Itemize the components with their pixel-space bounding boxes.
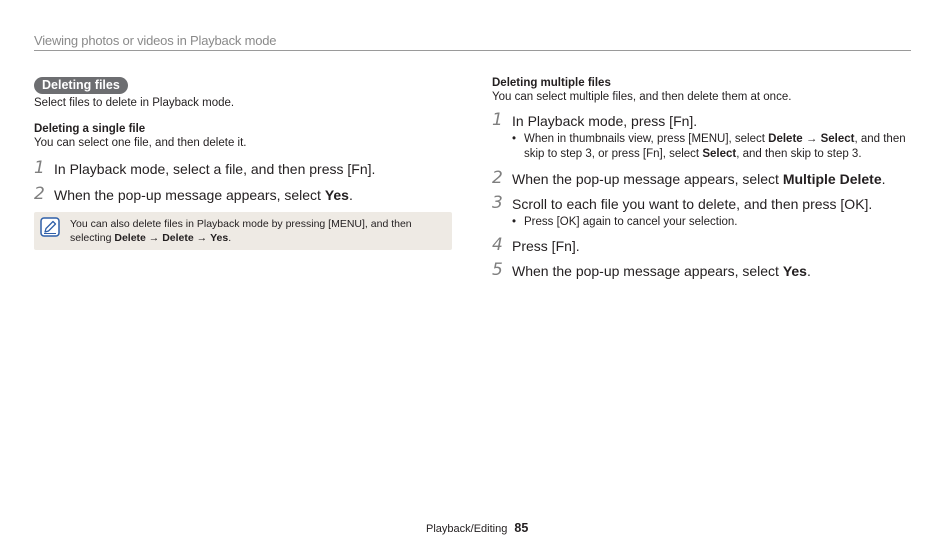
header-divider bbox=[34, 50, 911, 51]
single-delete-heading: Deleting a single file bbox=[34, 123, 146, 135]
step-text: When the pop-up message appears, select bbox=[512, 171, 783, 187]
page-header-title: Viewing photos or videos in Playback mode bbox=[34, 33, 277, 48]
step-text: When the pop-up message appears, select bbox=[54, 187, 325, 203]
section-intro: Select files to delete in Playback mode. bbox=[34, 97, 235, 109]
step-number: 1 bbox=[492, 110, 503, 130]
multi-step-4 bbox=[492, 237, 912, 255]
single-delete-desc: You can select one file, and then delete it. bbox=[34, 137, 247, 149]
step-number: 1 bbox=[34, 158, 45, 178]
step-number: 3 bbox=[492, 193, 503, 213]
left-column bbox=[34, 76, 452, 250]
single-step-1 bbox=[34, 160, 452, 178]
bullet-dot: • bbox=[512, 216, 517, 228]
bullet-dot: • bbox=[512, 133, 517, 145]
note-text: You can also delete files in Playback mode by pressing [MENU], and then selecting bbox=[70, 218, 412, 244]
step-text: In Playback mode, press [Fn]. bbox=[512, 113, 698, 129]
right-column bbox=[492, 77, 912, 280]
page-footer bbox=[426, 521, 528, 535]
step-text: Press [Fn]. bbox=[512, 238, 580, 254]
step-number: 4 bbox=[492, 235, 503, 255]
step-bold-option: Multiple Delete bbox=[782, 171, 882, 187]
page-number: 85 bbox=[514, 521, 529, 535]
step-bold-option: Yes bbox=[324, 187, 349, 203]
note-box: You can also delete files in Playback mode by pressing [MENU], and then selecting Delete → Delete → Yes. bbox=[34, 212, 452, 250]
step-text: In Playback mode, select a file, and then press [Fn]. bbox=[54, 161, 376, 177]
section-pill-label: Deleting files bbox=[34, 77, 128, 94]
multi-step-1 bbox=[492, 112, 912, 162]
step-bullet: • Press [OK] again to cancel your selection. bbox=[512, 216, 738, 228]
note-pencil-icon bbox=[40, 217, 60, 237]
multiple-delete-heading: Deleting multiple files bbox=[492, 77, 611, 89]
multi-step-5: 5 When the pop-up message appears, select Yes. bbox=[492, 260, 811, 280]
step-bold-option: Yes bbox=[782, 263, 807, 279]
step-bullet: • When in thumbnails view, press [MENU], select Delete → Select, and then skip to step 3, or press [Fn], select Select, and then skip to step 3. bbox=[512, 133, 906, 160]
step-number: 2 bbox=[34, 184, 45, 204]
multiple-delete-desc: You can select multiple files, and then delete them at once. bbox=[492, 91, 792, 103]
step-text: Scroll to each file you want to delete, and then press [OK]. bbox=[512, 196, 873, 212]
single-step-2: 2 When the pop-up message appears, select Yes. bbox=[34, 184, 353, 204]
multi-step-2: 2 When the pop-up message appears, select Multiple Delete. bbox=[492, 168, 886, 188]
footer-section: Playback/Editing bbox=[426, 523, 508, 535]
multi-step-3 bbox=[492, 195, 912, 230]
step-number: 2 bbox=[492, 168, 503, 188]
step-number: 5 bbox=[492, 260, 503, 280]
step-text: When the pop-up message appears, select bbox=[512, 263, 783, 279]
